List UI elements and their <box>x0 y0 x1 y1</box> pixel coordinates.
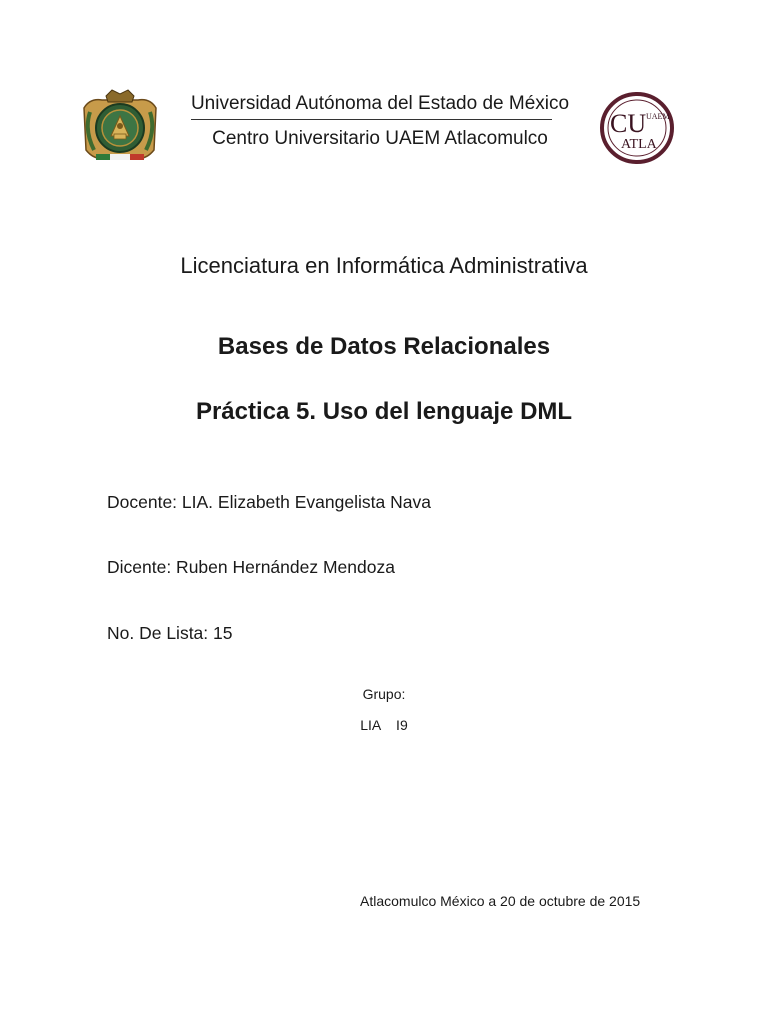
group-value: LIA I9 <box>360 717 408 733</box>
logo-cu-text: CU <box>610 109 647 138</box>
degree-title: Licenciatura en Informática Administrativa <box>180 253 588 278</box>
logo-uaem-text: UAEM <box>646 112 670 121</box>
university-name: Universidad Autónoma del Estado de México <box>190 93 570 114</box>
dicente-line: Dicente: Ruben Hernández Mendoza <box>107 557 395 577</box>
docente-line: Docente: LIA. Elizabeth Evangelista Nava <box>107 492 431 512</box>
uaem-seal-icon <box>80 88 160 166</box>
course-title: Bases de Datos Relacionales <box>217 333 551 360</box>
list-number-line: No. De Lista: 15 <box>107 623 233 643</box>
place-date: Atlacomulco México a 20 de octubre de 2015 <box>360 893 641 909</box>
practice-title: Práctica 5. Uso del lenguaje DML <box>195 398 573 425</box>
header-divider <box>191 119 552 120</box>
group-label: Grupo: <box>362 686 406 702</box>
cu-uaem-atla-logo-icon <box>599 92 675 164</box>
logo-atla-text: ATLA <box>621 137 657 152</box>
campus-name: Centro Universitario UAEM Atlacomulco <box>212 128 548 149</box>
